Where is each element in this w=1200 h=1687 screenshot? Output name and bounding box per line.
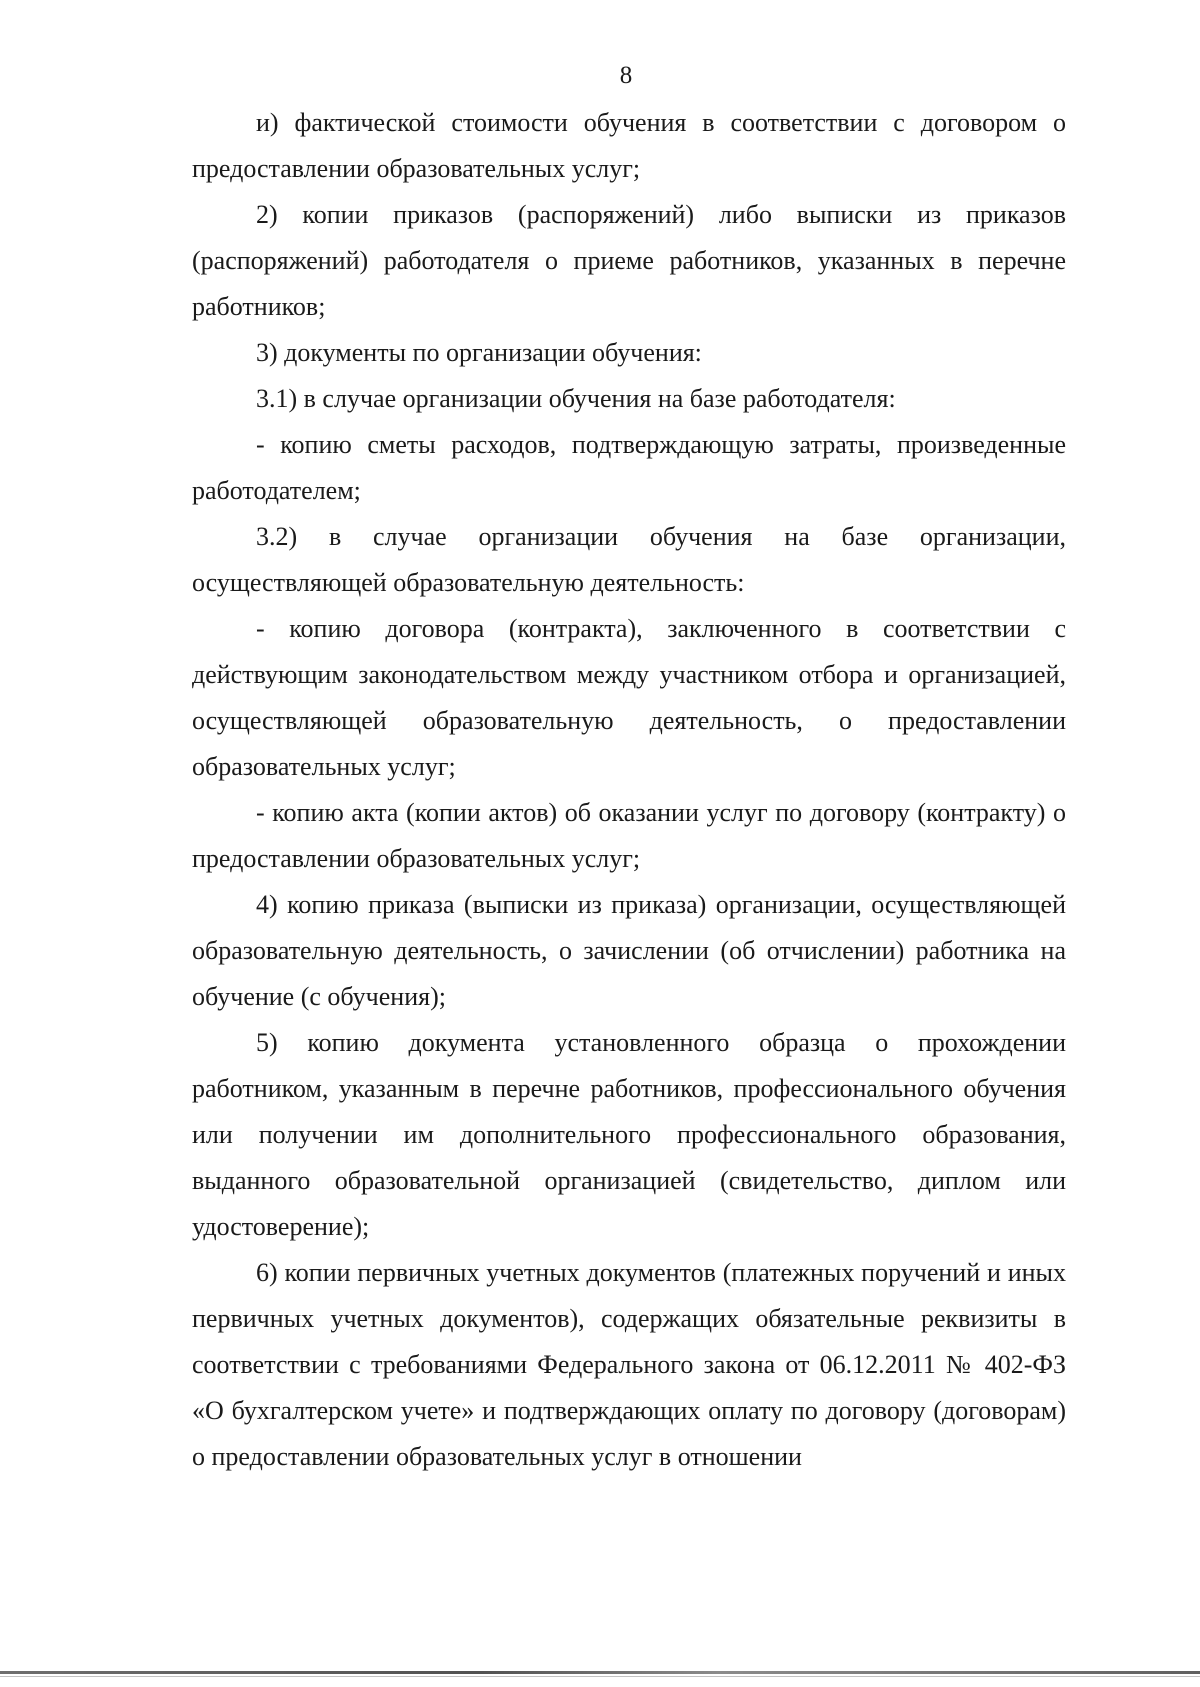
paragraph-item-3: 3) документы по организации обучения:: [256, 338, 702, 367]
paragraph-item-i: и) фактической стоимости обучения в соответствии с договором о предоставлении образовательных услуг;: [192, 108, 1066, 183]
paragraph-item-3-2-dash-contract: - копию договора (контракта), заключенного в соответствии с действующим законодательством между участником отбора и организацией, осуществляющей образовательную деятельность, о предоставлении образовательных услуг;: [192, 614, 1066, 781]
paragraph-item-5: 5) копию документа установленного образца о прохождении работником, указанным в перечне работников, профессионального обучения или получении им дополнительного профессионального образования, выданного образовательной организацией (свидетельство, диплом или удостоверение);: [192, 1028, 1066, 1241]
scan-bottom-edge: [0, 1671, 1200, 1674]
paragraph-item-3-2: 3.2) в случае организации обучения на базе организации, осуществляющей образовательную деятельность:: [192, 522, 1066, 597]
paragraph-item-3-1: 3.1) в случае организации обучения на базе работодателя:: [256, 384, 896, 413]
page-number: 8: [619, 62, 633, 89]
paragraph-item-4: 4) копию приказа (выписки из приказа) организации, осуществляющей образовательную деятельность, о зачислении (об отчислении) работника на обучение (с обучения);: [192, 890, 1066, 1011]
document-body: [192, 100, 1066, 1480]
paragraph-item-2: 2) копии приказов (распоряжений) либо выписки из приказов (распоряжений) работодателя о приеме работников, указанных в перечне работников;: [192, 200, 1066, 321]
paragraph-item-3-2-dash-act: - копию акта (копии актов) об оказании услуг по договору (контракту) о предоставлении образовательных услуг;: [192, 798, 1066, 873]
paragraph-item-3-1-dash: - копию сметы расходов, подтверждающую затраты, произведенные работодателем;: [192, 430, 1066, 505]
paragraph-item-6: 6) копии первичных учетных документов (платежных поручений и иных первичных учетных документов), содержащих обязательные реквизиты в соответствии с требованиями Федерального закона от 06.12.2011 № 402-ФЗ «О бухгалтерском учете» и подтверждающих оплату по договору (договорам) о предоставлении образовательных услуг в отношении: [192, 1258, 1066, 1471]
scan-bottom-edge-line: [0, 1676, 1200, 1677]
